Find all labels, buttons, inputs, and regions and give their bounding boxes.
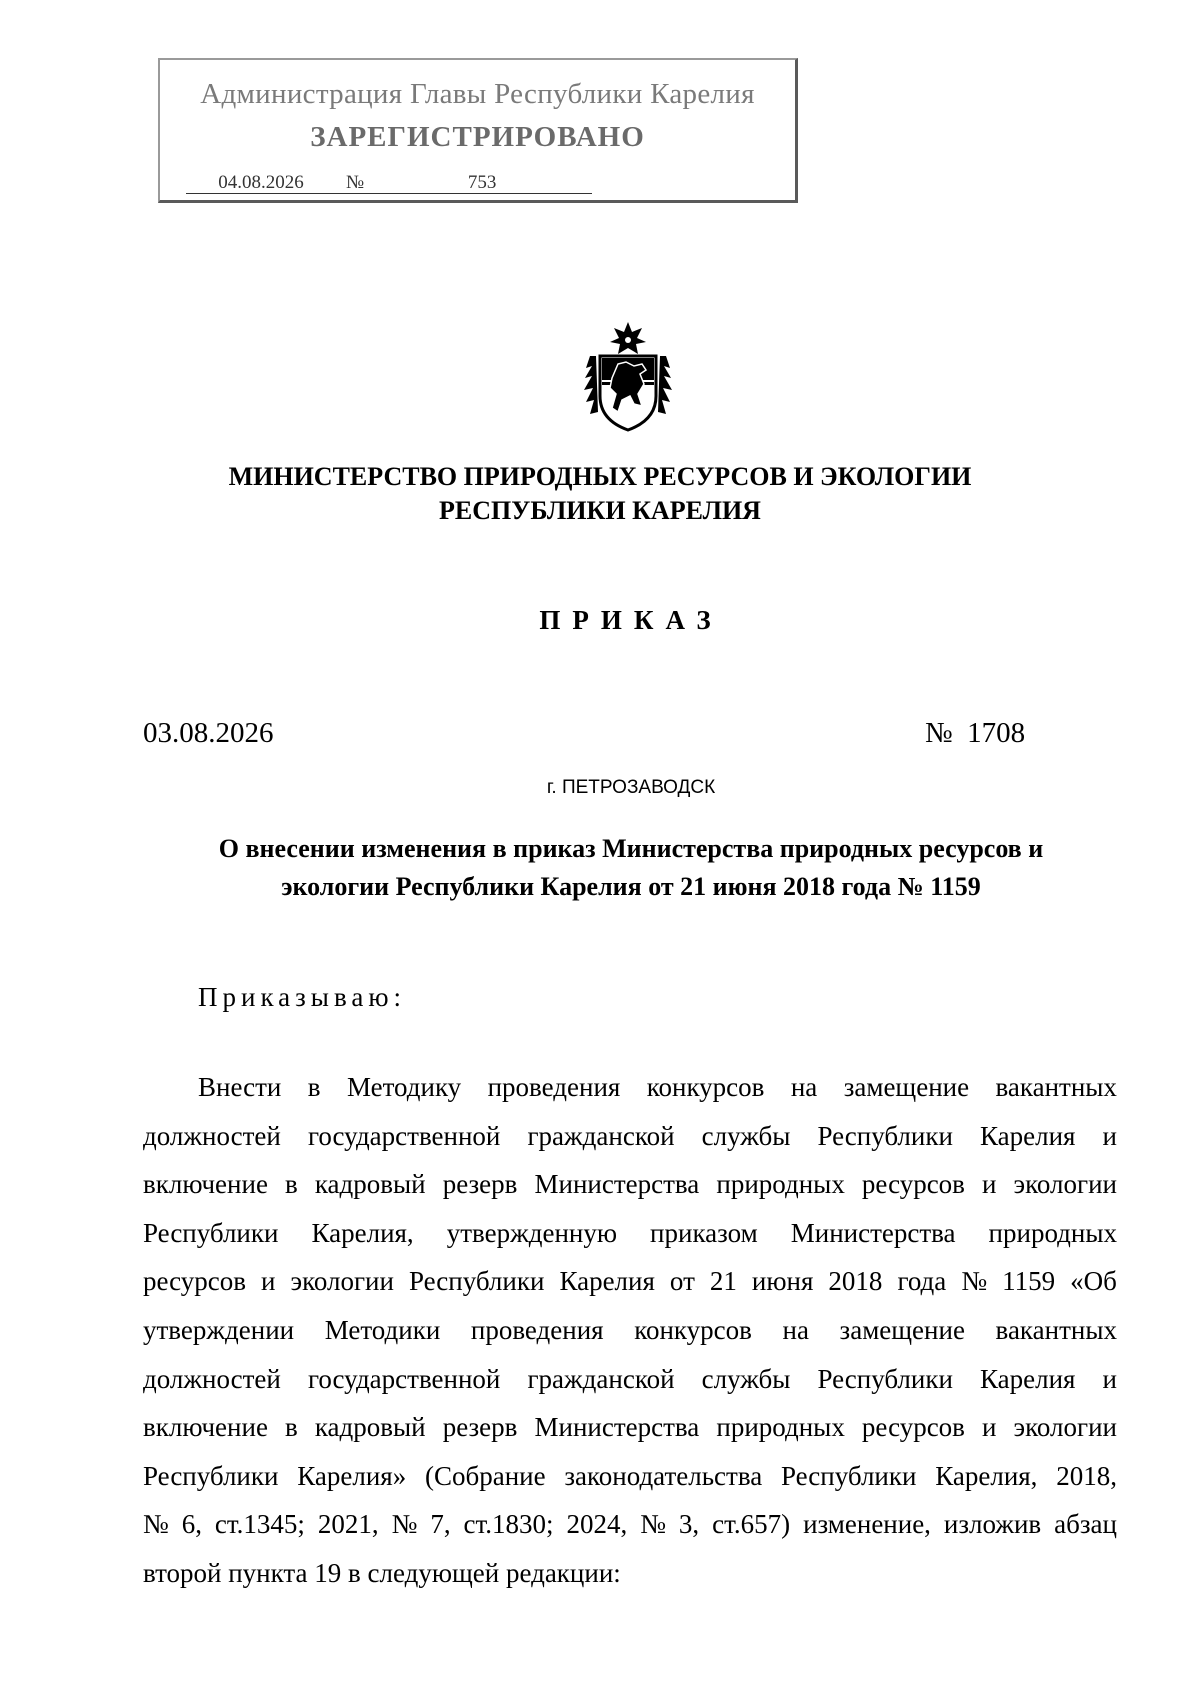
body-line: Внести в Методику проведения конкурсов на замещение вакантных	[198, 1072, 1117, 1102]
body-line: второй пункта 19 в следующей редакции:	[143, 1558, 621, 1588]
subject-line1: О внесении изменения в приказ Министерства природных ресурсов и	[218, 834, 1044, 863]
ministry-name-line1: МИНИСТЕРСТВО ПРИРОДНЫХ РЕСУРСОВ И ЭКОЛОГИИ	[228, 462, 972, 491]
ministry-name-line2: РЕСПУБЛИКИ КАРЕЛИЯ	[439, 496, 761, 525]
body-line: Республики Карелия, утвержденную приказом Министерства природных	[143, 1217, 1117, 1248]
stamp-number-sign: №	[336, 173, 372, 194]
body-line: утверждении Методики проведения конкурсов на замещение вакантных	[143, 1315, 1117, 1345]
orders-word: Приказываю:	[198, 982, 406, 1012]
body-line: включение в кадровый резерв Министерства природных ресурсов и экологии	[143, 1412, 1117, 1443]
stamp-registration-line	[186, 172, 592, 194]
stamp-status: ЗАРЕГИСТРИРОВАНО	[310, 121, 645, 153]
stamp-organization: Администрация Главы Республики Карелия	[200, 78, 755, 110]
order-date: 03.08.2026	[143, 717, 274, 749]
stamp-date: 04.08.2026	[186, 173, 336, 194]
body-line: должностей государственной гражданской службы Республики Карелия и	[143, 1120, 1117, 1151]
order-number: № 1708	[925, 717, 1026, 749]
subject-line2: экологии Республики Карелия от 21 июня 2018 года № 1159	[281, 872, 981, 901]
body-line: № 6, ст.1345; 2021, № 7, ст.1830; 2024, № 3, ст.657) изменение, изложив абзац	[143, 1509, 1117, 1540]
registration-stamp	[158, 58, 798, 203]
order-city: г. ПЕТРОЗАВОДСК	[546, 777, 716, 798]
document-type-title: ПРИКАЗ	[539, 605, 723, 635]
body-line: включение в кадровый резерв Министерства природных ресурсов и экологии	[143, 1169, 1117, 1200]
body-line: ресурсов и экологии Республики Карелия от 21 июня 2018 года № 1159 «Об	[143, 1266, 1117, 1297]
stamp-number: 753	[372, 173, 592, 194]
body-line: должностей государственной гражданской службы Республики Карелия и	[143, 1363, 1117, 1394]
karelia-coat-of-arms-icon	[582, 320, 674, 432]
body-line: Республики Карелия» (Собрание законодательства Республики Карелия, 2018,	[143, 1460, 1117, 1491]
